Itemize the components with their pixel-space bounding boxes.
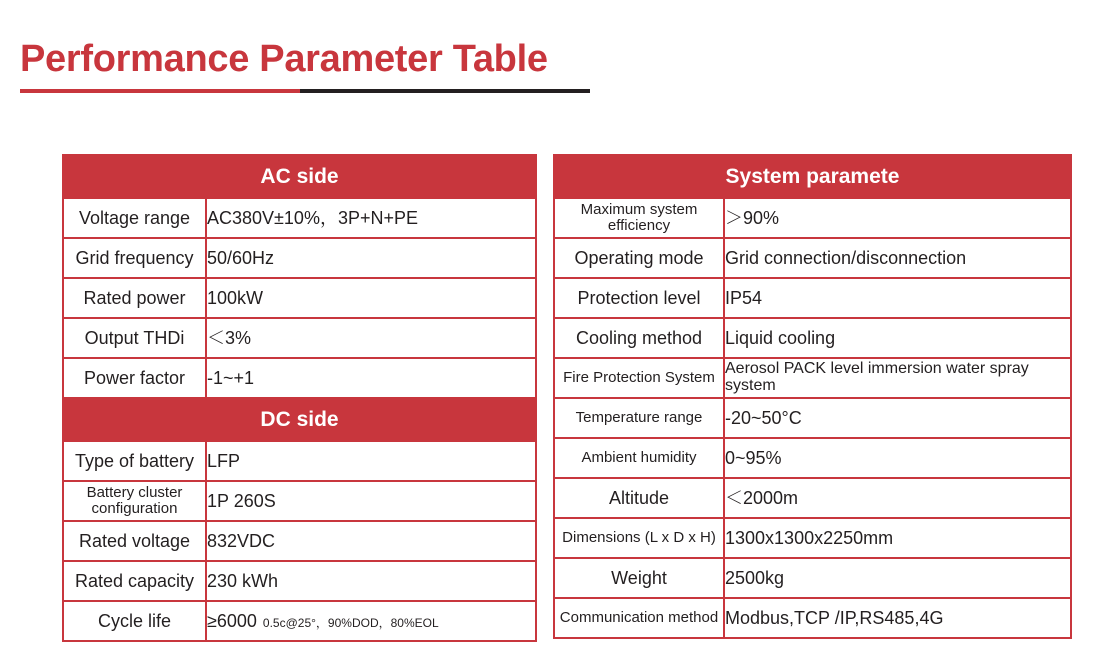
param-label: Battery cluster configuration (63, 481, 206, 521)
param-label: Protection level (554, 278, 724, 318)
param-value: ≥6000 (207, 610, 257, 631)
param-value: Grid connection/disconnection (724, 238, 1071, 278)
table-row (63, 358, 536, 398)
param-label: Dimensions (L x D x H) (554, 518, 724, 558)
table-row (554, 478, 1071, 518)
table-row (63, 561, 536, 601)
dc-side-header: DC side (63, 398, 536, 441)
param-label: Type of battery (63, 441, 206, 481)
table-row (554, 358, 1071, 398)
ac-side-header: AC side (63, 155, 536, 198)
table-row (63, 481, 536, 521)
table-row (554, 518, 1071, 558)
param-value: Aerosol PACK level immersion water spray system (724, 358, 1071, 398)
table-row (63, 318, 536, 358)
title-underline-red (20, 89, 300, 93)
param-label: Rated power (63, 278, 206, 318)
param-label: Altitude (554, 478, 724, 518)
param-value: 1P 260S (206, 481, 536, 521)
param-value: -20~50°C (724, 398, 1071, 438)
dc-side-header-row (63, 398, 536, 441)
table-row (63, 601, 536, 641)
param-value: 2500kg (724, 558, 1071, 598)
param-label: Cycle life (63, 601, 206, 641)
param-label: Output THDi (63, 318, 206, 358)
param-value: 0~95% (724, 438, 1071, 478)
param-label: Cooling method (554, 318, 724, 358)
param-label: Operating mode (554, 238, 724, 278)
param-note: 0.5c@25°，90%DOD，80%EOL (262, 615, 439, 630)
system-header-row (554, 155, 1071, 198)
param-label: Ambient humidity (554, 438, 724, 478)
table-row (554, 198, 1071, 238)
param-label: Fire Protection System (554, 358, 724, 398)
table-row (554, 438, 1071, 478)
param-label: Temperature range (554, 398, 724, 438)
param-label: Rated capacity (63, 561, 206, 601)
param-label: Voltage range (63, 198, 206, 238)
param-value: AC380V±10%，3P+N+PE (206, 198, 536, 238)
table-row (63, 441, 536, 481)
param-value: ＜2000m (724, 478, 1071, 518)
table-row (63, 278, 536, 318)
ac-dc-parameter-table (62, 154, 537, 642)
param-label: Maximum system efficiency (554, 198, 724, 238)
page-title: Performance Parameter Table (20, 38, 548, 80)
table-row (554, 398, 1071, 438)
param-value: 1300x1300x2250mm (724, 518, 1071, 558)
param-label: Grid frequency (63, 238, 206, 278)
param-value: Liquid cooling (724, 318, 1071, 358)
ac-side-header-row (63, 155, 536, 198)
table-row (554, 318, 1071, 358)
table-row (554, 598, 1071, 638)
param-label: Weight (554, 558, 724, 598)
param-label: Communication method (554, 598, 724, 638)
table-row (554, 238, 1071, 278)
table-row (554, 278, 1071, 318)
param-value: ＜3% (206, 318, 536, 358)
title-underline-black (300, 89, 590, 93)
param-value: LFP (206, 441, 536, 481)
param-label: Power factor (63, 358, 206, 398)
param-value: -1~+1 (206, 358, 536, 398)
param-label: Rated voltage (63, 521, 206, 561)
table-row (554, 558, 1071, 598)
param-value: 832VDC (206, 521, 536, 561)
table-row (63, 521, 536, 561)
param-value: IP54 (724, 278, 1071, 318)
param-value: Modbus,TCP /IP,RS485,4G (724, 598, 1071, 638)
system-parameter-table (553, 154, 1072, 639)
param-value: ＞90% (724, 198, 1071, 238)
table-row (63, 238, 536, 278)
param-value: 230 kWh (206, 561, 536, 601)
param-value: 100kW (206, 278, 536, 318)
table-row (63, 198, 536, 238)
param-value-cell (206, 601, 536, 641)
system-parameter-header: System paramete (554, 155, 1071, 198)
param-value: 50/60Hz (206, 238, 536, 278)
